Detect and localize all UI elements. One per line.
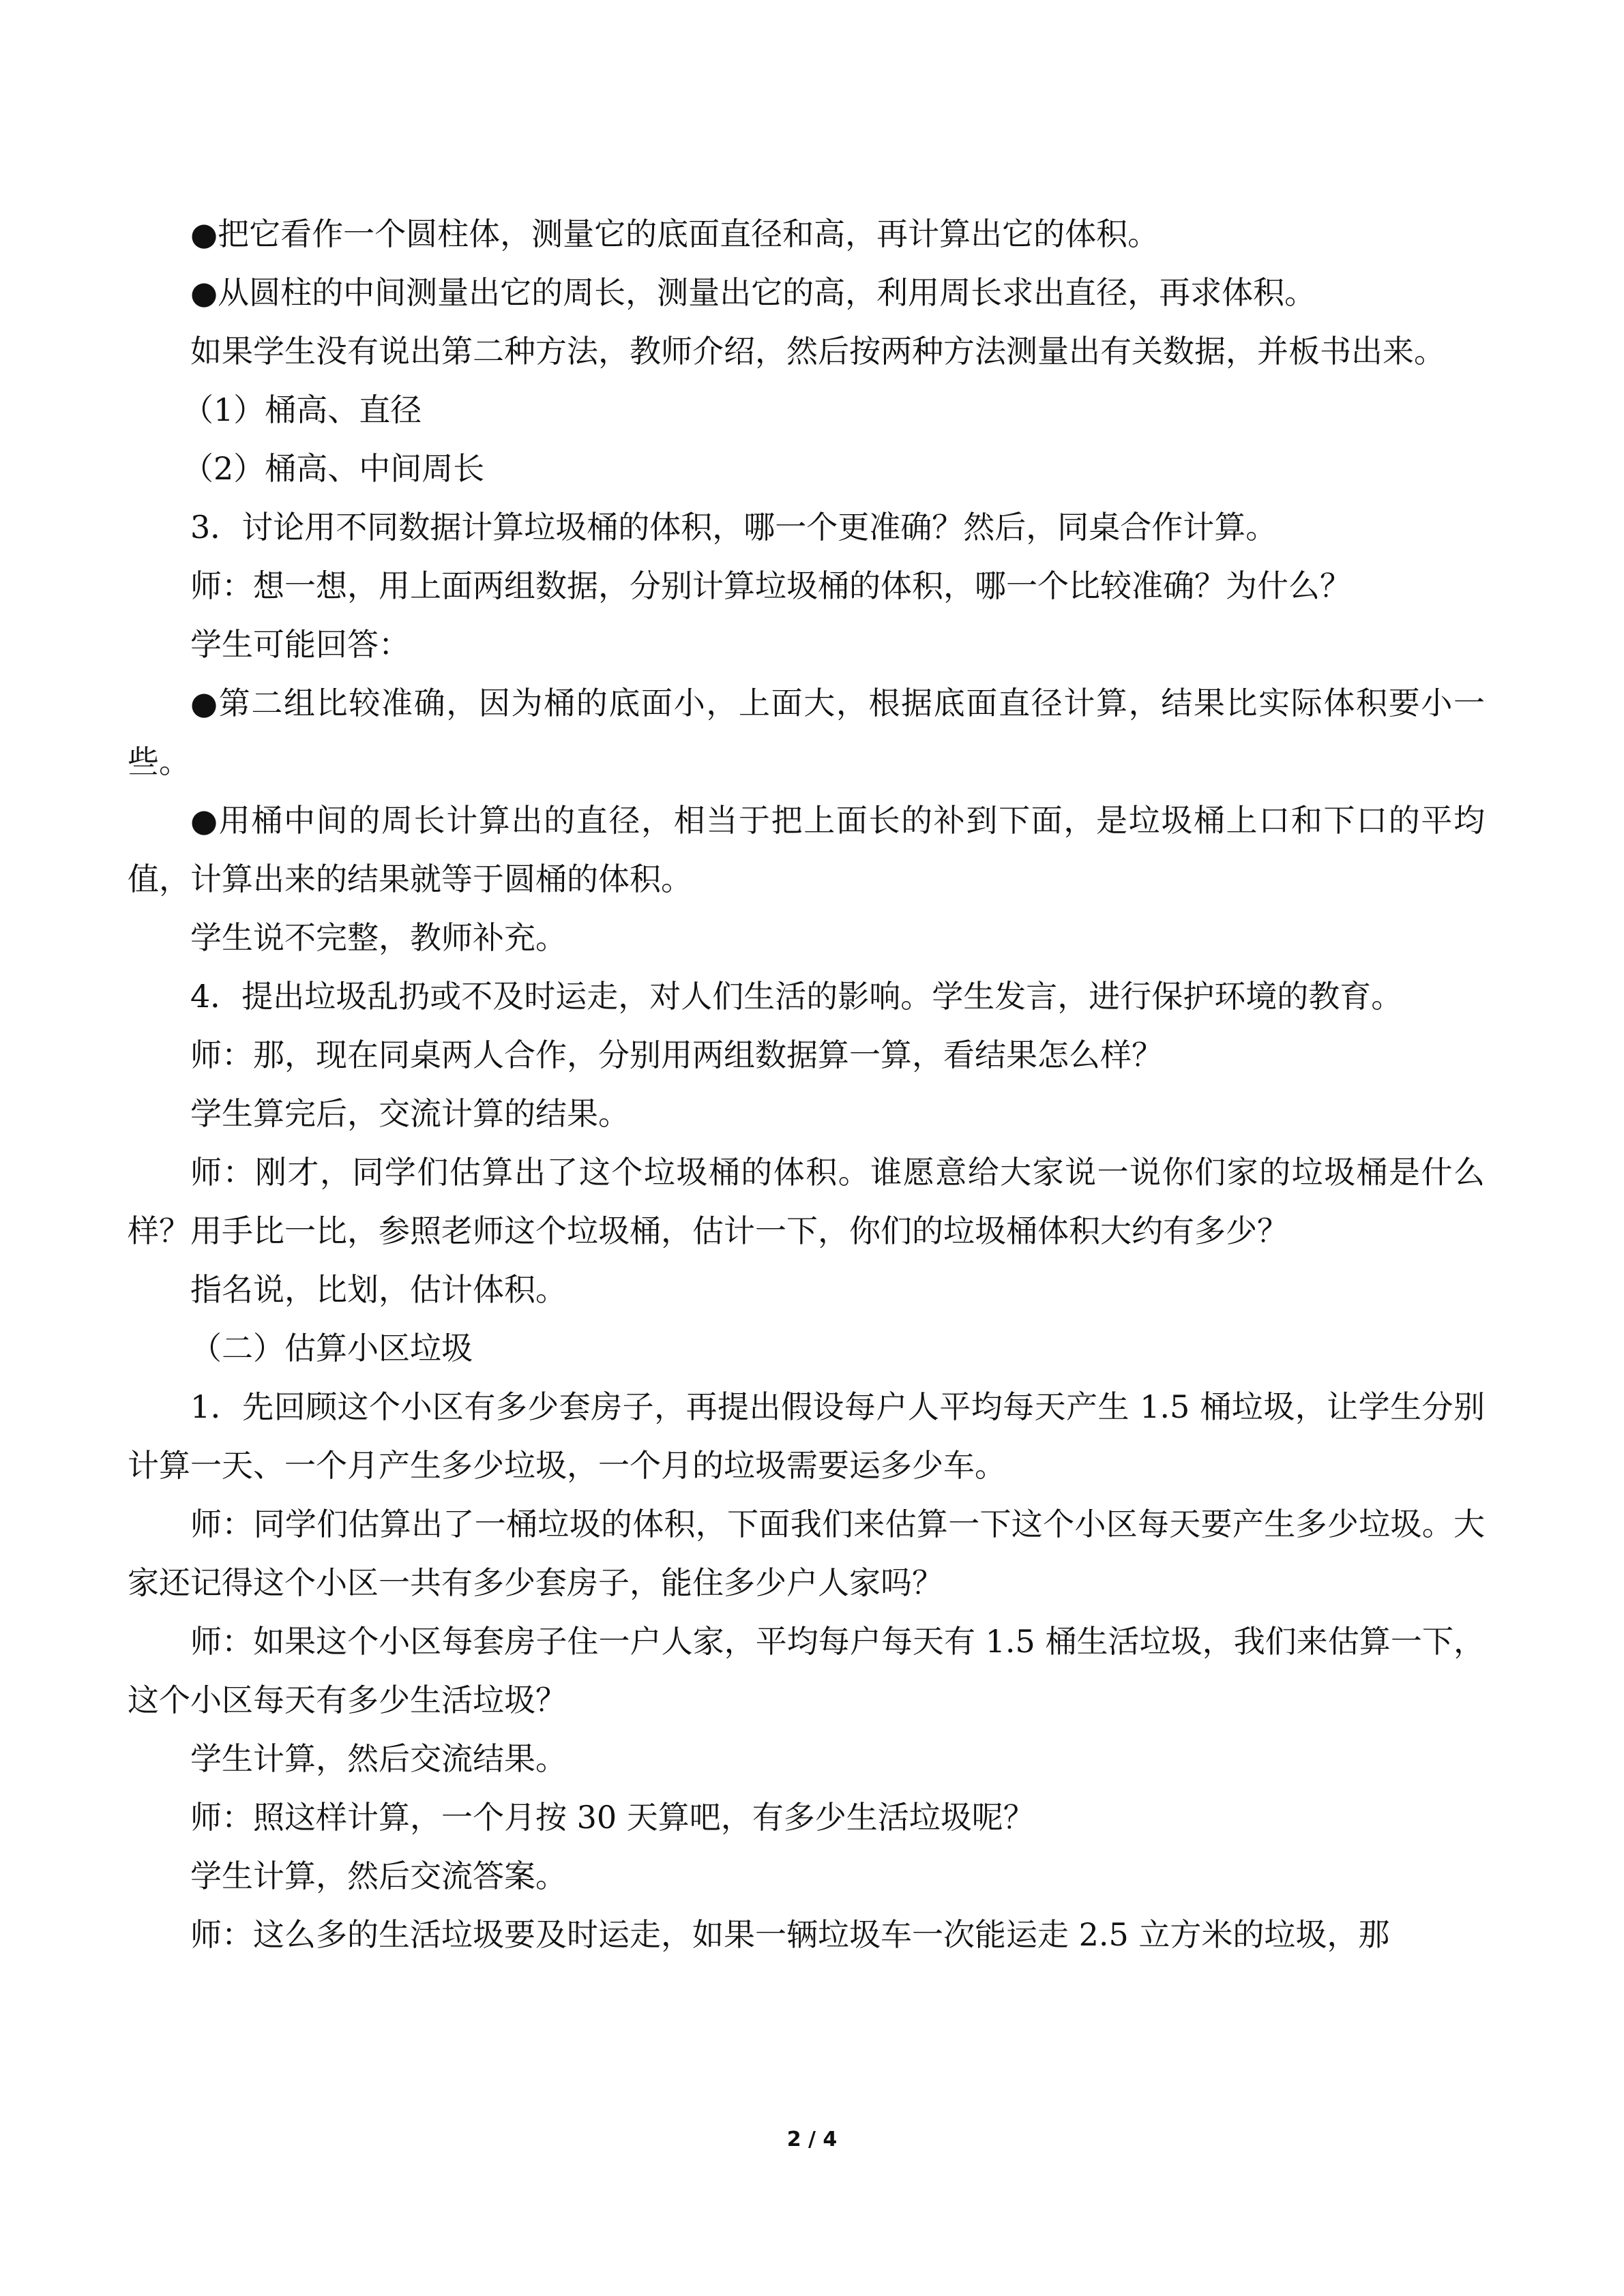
paragraph-method-2: ●从圆柱的中间测量出它的周长，测量出它的高，利用周长求出直径，再求体积。	[190, 274, 1316, 311]
paragraph: ●第二组比较准确，因为桶的底面小，上面大，根据底面直径计算，结果比实际体积要小一些。	[128, 685, 1485, 780]
paragraph-step-1: 1．先回顾这个小区有多少套房子，再提出假设每户人平均每天产生 1.5 桶垃圾，让学生分别计算一天、一个月产生多少垃圾，一个月的垃圾需要运多少车。	[128, 1388, 1485, 1484]
paragraph-step-3: 3．讨论用不同数据计算垃圾桶的体积，哪一个更准确？然后，同桌合作计算。	[190, 509, 1278, 546]
paragraph: 学生算完后，交流计算的结果。	[190, 1095, 630, 1132]
paragraph: 师：想一想，用上面两组数据，分别计算垃圾桶的体积，哪一个比较准确？为什么？	[190, 567, 1351, 604]
paragraph: 师：这么多的生活垃圾要及时运走，如果一辆垃圾车一次能运走 2.5 立方米的垃圾，那	[190, 1916, 1390, 1953]
paragraph: 师：刚才，同学们估算出了这个垃圾桶的体积。谁愿意给大家说一说你们家的垃圾桶是什么样？用手比一比，参照老师这个垃圾桶，估计一下，你们的垃圾桶体积大约有多少？	[128, 1154, 1485, 1249]
paragraph: 学生计算，然后交流结果。	[190, 1740, 567, 1777]
paragraph: 指名说，比划，估计体积。	[190, 1271, 567, 1308]
paragraph: 学生说不完整，教师补充。	[190, 919, 567, 956]
paragraph-data-set-1: （1）桶高、直径	[182, 391, 422, 428]
paragraph: 学生计算，然后交流答案。	[190, 1858, 567, 1894]
paragraph-method-1: ●把它看作一个圆柱体，测量它的底面直径和高，再计算出它的体积。	[190, 215, 1160, 252]
paragraph: ●用桶中间的周长计算出的直径，相当于把上面长的补到下面，是垃圾桶上口和下口的平均值，计算出来的结果就等于圆桶的体积。	[128, 802, 1485, 897]
paragraph: 师：同学们估算出了一桶垃圾的体积，下面我们来估算一下这个小区每天要产生多少垃圾。大家还记得这个小区一共有多少套房子，能住多少户人家吗？	[128, 1506, 1485, 1601]
paragraph: 师：照这样计算，一个月按 30 天算吧，有多少生活垃圾呢？	[190, 1799, 1035, 1836]
paragraph: 师：如果这个小区每套房子住一户人家，平均每户每天有 1.5 桶生活垃圾，我们来估算一下，这个小区每天有多少生活垃圾？	[128, 1623, 1485, 1718]
paragraph-data-set-2: （2）桶高、中间周长	[182, 450, 485, 487]
paragraph-step-4: 4．提出垃圾乱扔或不及时运走，对人们生活的影响。学生发言，进行保护环境的教育。	[190, 978, 1403, 1015]
paragraph: 师：那，现在同桌两人合作，分别用两组数据算一算，看结果怎么样？	[190, 1037, 1163, 1073]
document-body	[128, 205, 1485, 1964]
paragraph: 学生可能回答：	[190, 626, 410, 663]
section-heading: （二）估算小区垃圾	[190, 1330, 473, 1367]
paragraph: 如果学生没有说出第二种方法，教师介绍，然后按两种方法测量出有关数据，并板书出来。	[190, 333, 1445, 370]
page-number: 2 / 4	[786, 2128, 838, 2151]
